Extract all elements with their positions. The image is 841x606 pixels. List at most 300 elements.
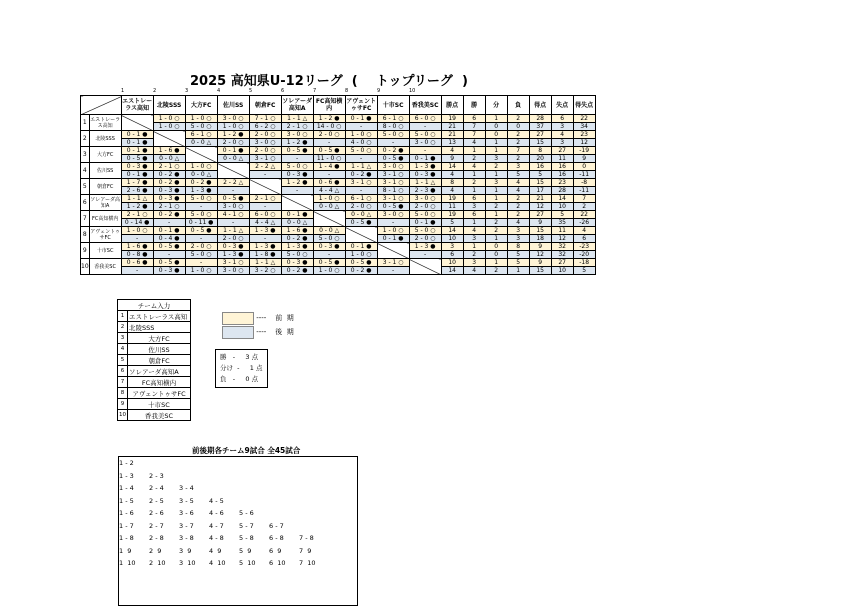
stat-value: 3 [463, 235, 485, 243]
match-result: 0 - 3 ● [281, 171, 313, 179]
match-result: 3 - 0 ○ [377, 211, 409, 219]
schedule-pair: 1 10 [119, 559, 136, 567]
team-header: 北陵SSS [153, 96, 185, 115]
match-result: 1 - 8 ● [249, 251, 281, 259]
match-result: 5 - 0 ○ [281, 251, 313, 259]
stat-value: 23 [573, 131, 595, 139]
match-result: 2 - 0 ○ [345, 203, 377, 211]
schedule-pair: 5 10 [239, 559, 256, 567]
match-result: 2 - 2 △ [249, 163, 281, 171]
stat-value: 4 [463, 267, 485, 275]
match-result: 3 - 1 ○ [377, 171, 409, 179]
team-list-item: 佐川SS [128, 344, 191, 355]
match-result: 3 - 1 ○ [377, 179, 409, 187]
self-match-cell [249, 179, 281, 195]
self-match-cell [313, 211, 345, 227]
schedule-pair: 1 - 8 [119, 534, 134, 542]
match-result: 6 - 1 ○ [345, 195, 377, 203]
match-result: 0 - 1 ● [345, 243, 377, 251]
match-result: 2 - 1 ○ [249, 195, 281, 203]
match-result: 6 - 0 ○ [409, 115, 441, 123]
match-result: 1 - 0 ○ [345, 251, 377, 259]
stat-value: 0 [485, 243, 507, 251]
schedule-pair: 4 - 5 [209, 496, 224, 505]
stat-value: 8 [529, 147, 551, 155]
match-result: 1 - 6 ● [281, 227, 313, 235]
match-result: 2 - 0 ○ [409, 203, 441, 211]
stat-value: 11 [551, 227, 573, 235]
team-list-item: 香我美SC [128, 410, 191, 421]
match-result: - [377, 139, 409, 147]
match-result: 0 - 0 △ [153, 155, 185, 163]
match-result: 1 - 1 △ [281, 115, 313, 123]
match-result: 1 - 6 ● [121, 243, 153, 251]
stat-value: 12 [573, 139, 595, 147]
team-list-number: 9 [118, 399, 128, 410]
schedule-row [119, 557, 357, 570]
match-result: 0 - 5 ● [153, 259, 185, 267]
team-header: 大方FC [185, 96, 217, 115]
match-result: 0 - 2 ● [153, 171, 185, 179]
stat-value: 15 [529, 267, 551, 275]
stat-value: 27 [529, 211, 551, 219]
stat-header: 得点 [529, 96, 551, 115]
self-match-cell [281, 195, 313, 211]
schedule-pair: 2 - 5 [149, 496, 164, 505]
stat-value: 14 [441, 267, 463, 275]
match-result: 3 - 0 ○ [409, 139, 441, 147]
schedule-pair: 5 - 6 [239, 509, 254, 517]
match-result: 2 - 1 ○ [153, 203, 185, 211]
stat-value: 27 [551, 259, 573, 267]
match-result: 1 - 2 ● [281, 139, 313, 147]
match-result: 3 - 2 ○ [249, 267, 281, 275]
stat-header: 勝 [463, 96, 485, 115]
stat-value: 3 [507, 227, 529, 235]
match-result: - [281, 187, 313, 195]
row-number: 6 [81, 195, 90, 211]
schedule-row [119, 482, 357, 495]
schedule-pair: 4 - 8 [209, 534, 224, 542]
stat-value: 3 [507, 235, 529, 243]
stat-value: 11 [551, 155, 573, 163]
match-result: 8 - 0 ○ [377, 123, 409, 131]
schedule-pair: 5 - 8 [239, 534, 254, 542]
schedule-row [119, 545, 357, 558]
stat-value: 2 [485, 203, 507, 211]
stat-value: 0 [507, 123, 529, 131]
match-result: 0 - 5 ● [281, 147, 313, 155]
stat-value: 2 [463, 179, 485, 187]
match-result: 11 - 0 ○ [313, 155, 345, 163]
schedule-pair: 6 9 [269, 546, 282, 555]
stat-value: 19 [441, 211, 463, 219]
stat-value: 6 [463, 195, 485, 203]
match-result: 0 - 5 ● [377, 155, 409, 163]
match-result: 1 - 4 ● [313, 163, 345, 171]
team-header: FC高知横内 [313, 96, 345, 115]
stat-value: 35 [551, 219, 573, 227]
stat-value: 1 [507, 267, 529, 275]
match-result: 1 - 3 ● [217, 251, 249, 259]
match-result: 0 - 3 ● [153, 195, 185, 203]
match-result: 1 - 2 ● [121, 203, 153, 211]
schedule-pair: 3 - 7 [179, 521, 194, 530]
match-result: 1 - 0 ○ [185, 163, 217, 171]
schedule-pair: 6 10 [269, 559, 286, 567]
stat-value: 2 [485, 219, 507, 227]
stat-value: 10 [441, 235, 463, 243]
schedule-pair: 1 9 [119, 546, 132, 555]
row-team-name: 北陵SSS [89, 131, 121, 147]
stat-value: 3 [485, 155, 507, 163]
self-match-cell [409, 259, 441, 275]
match-result: - [313, 251, 345, 259]
match-result: 5 - 0 ○ [281, 163, 313, 171]
schedule-pair: 2 - 6 [149, 509, 164, 517]
stat-value: 3 [463, 203, 485, 211]
match-result: - [345, 155, 377, 163]
row-number: 3 [81, 147, 90, 163]
schedule-row [119, 507, 357, 520]
schedule-row [119, 520, 357, 533]
stat-value: 9 [529, 259, 551, 267]
match-result: - [409, 147, 441, 155]
team-list-header: チーム入力 [118, 300, 191, 311]
team-list-number: 2 [118, 322, 128, 333]
points-win: 勝 - 3 点 [220, 353, 259, 361]
match-result: 2 - 0 ○ [409, 235, 441, 243]
first-period-swatch [222, 312, 254, 325]
schedule-pair: 1 - 6 [119, 509, 134, 517]
match-result: 0 - 2 ● [153, 211, 185, 219]
match-result: 0 - 0 △ [313, 203, 345, 211]
match-result: 0 - 5 ● [313, 147, 345, 155]
stat-value: 7 [463, 131, 485, 139]
match-result: 0 - 2 ● [377, 147, 409, 155]
match-result: 3 - 0 ○ [377, 163, 409, 171]
match-result: 1 - 2 ● [313, 115, 345, 123]
row-team-name: 大方FC [89, 147, 121, 163]
stat-value: 2 [507, 203, 529, 211]
match-result: - [153, 251, 185, 259]
row-number: 5 [81, 179, 90, 195]
stat-value: 0 [485, 123, 507, 131]
schedule-pair: 2 - 7 [149, 521, 164, 530]
column-number: 5 [249, 88, 253, 94]
match-result: - [185, 259, 217, 267]
stat-value: 23 [551, 179, 573, 187]
match-result: 0 - 2 ● [185, 179, 217, 187]
stat-value: 1 [485, 235, 507, 243]
second-period-swatch [222, 326, 254, 339]
match-result: 0 - 0 △ [281, 219, 313, 227]
stat-value: 10 [551, 267, 573, 275]
stat-value: 3 [485, 179, 507, 187]
match-result: 0 - 6 ● [121, 259, 153, 267]
team-list-number: 10 [118, 410, 128, 421]
schedule-row [119, 470, 357, 483]
schedule-pair: 3 - 8 [179, 534, 194, 542]
team-header: 朝倉FC [249, 96, 281, 115]
stat-value: 2 [463, 251, 485, 259]
match-result: 0 - 5 ● [185, 227, 217, 235]
match-result: 3 - 0 ○ [217, 115, 249, 123]
stat-value: 1 [485, 147, 507, 155]
stat-value: 37 [529, 123, 551, 131]
team-list-number: 6 [118, 366, 128, 377]
match-result: 1 - 7 ● [121, 179, 153, 187]
stat-value: 1 [485, 171, 507, 179]
team-list-number: 1 [118, 311, 128, 322]
match-result: 1 - 0 ○ [153, 115, 185, 123]
stat-value: 1 [485, 259, 507, 267]
schedule-pair: 4 10 [209, 559, 226, 567]
team-list-item: FC高知横内 [128, 377, 191, 388]
match-result: 6 - 1 ○ [185, 131, 217, 139]
stat-value: -26 [573, 219, 595, 227]
match-result: 1 - 3 ● [185, 187, 217, 195]
schedule-pair: 4 - 6 [209, 509, 224, 517]
stat-value: 1 [485, 195, 507, 203]
stat-value: 4 [463, 227, 485, 235]
stat-value: 14 [441, 163, 463, 171]
match-result: 3 - 0 ○ [217, 267, 249, 275]
match-result: - [249, 235, 281, 243]
match-result: 1 - 3 ● [249, 243, 281, 251]
stat-value: 2 [507, 195, 529, 203]
match-result: - [121, 267, 153, 275]
match-result: 1 - 2 ● [281, 179, 313, 187]
stat-value: 5 [441, 219, 463, 227]
stat-value: 2 [507, 139, 529, 147]
column-number: 3 [185, 88, 189, 94]
first-period-label: ---- 前 期 [256, 314, 294, 322]
match-result: 1 - 0 ○ [345, 131, 377, 139]
match-result: 4 - 4 △ [249, 219, 281, 227]
stat-value: 32 [551, 243, 573, 251]
match-result: 0 - 5 ● [153, 243, 185, 251]
match-result: 5 - 0 ○ [409, 211, 441, 219]
stat-value: 15 [529, 139, 551, 147]
stat-value: 1 [485, 115, 507, 123]
stat-value: 10 [551, 203, 573, 211]
stat-value: 17 [529, 187, 551, 195]
stat-value: 16 [529, 163, 551, 171]
match-result: 4 - 4 △ [313, 187, 345, 195]
column-number: 6 [281, 88, 285, 94]
stat-value: 1 [485, 187, 507, 195]
match-result: 0 - 0 △ [217, 155, 249, 163]
stat-value: 6 [463, 211, 485, 219]
match-result: 0 - 5 ● [345, 219, 377, 227]
row-number: 1 [81, 115, 90, 131]
match-result: 0 - 1 ● [121, 131, 153, 139]
stat-value: 16 [551, 163, 573, 171]
row-number: 7 [81, 211, 90, 227]
match-result: 3 - 0 ○ [409, 195, 441, 203]
schedule-pair: 3 10 [179, 559, 196, 567]
match-result: 0 - 2 ● [345, 267, 377, 275]
stat-value: 9 [529, 243, 551, 251]
stat-value: 4 [507, 179, 529, 187]
stat-value: 3 [551, 139, 573, 147]
match-result: 3 - 1 ○ [377, 259, 409, 267]
match-result: 2 - 1 ○ [281, 123, 313, 131]
schedule-pair: 7 10 [299, 559, 316, 567]
stat-value: 19 [441, 115, 463, 123]
team-list-number: 7 [118, 377, 128, 388]
stat-value: 15 [529, 227, 551, 235]
match-result: 5 - 0 ○ [409, 131, 441, 139]
column-number: 10 [409, 88, 416, 94]
schedule-title: 前後期各チーム9試合 全45試合 [192, 446, 301, 455]
points-loss: 負 - 0 点 [220, 375, 259, 383]
schedule-pair: 6 - 8 [269, 534, 284, 542]
match-result: 1 - 1 △ [345, 163, 377, 171]
schedule-pair: 1 - 5 [119, 496, 134, 505]
stat-value: 0 [485, 131, 507, 139]
schedule-pair: 2 10 [149, 559, 166, 567]
stat-value: 9 [529, 219, 551, 227]
schedule-pair: 3 9 [179, 546, 192, 555]
schedule-pair: 3 - 4 [179, 484, 194, 492]
match-result: 0 - 0 △ [185, 139, 217, 147]
row-number: 8 [81, 227, 90, 243]
match-result: 2 - 1 ○ [121, 211, 153, 219]
schedule-pair: 4 - 7 [209, 521, 224, 530]
stat-value: 6 [463, 115, 485, 123]
stat-value: 32 [551, 251, 573, 259]
schedule-row [119, 495, 357, 508]
stat-value: 1 [463, 171, 485, 179]
stat-value: 4 [441, 147, 463, 155]
column-number: 2 [153, 88, 157, 94]
match-result: 0 - 3 ● [217, 243, 249, 251]
stat-value: 4 [507, 187, 529, 195]
schedule-pair: 2 - 3 [149, 471, 164, 480]
standings-table [80, 95, 596, 275]
stat-value: 8 [507, 243, 529, 251]
match-result: 5 - 0 ○ [185, 251, 217, 259]
stat-value: 4 [441, 187, 463, 195]
match-result: 0 - 1 ● [409, 155, 441, 163]
match-result: 0 - 3 ● [313, 243, 345, 251]
stat-value: 2 [463, 155, 485, 163]
stat-value: 14 [551, 195, 573, 203]
stat-value: 34 [573, 123, 595, 131]
match-result: 3 - 0 ○ [249, 139, 281, 147]
match-result: 0 - 5 ● [377, 203, 409, 211]
match-result: 0 - 1 ● [153, 227, 185, 235]
stat-value: 12 [551, 235, 573, 243]
match-result: 0 - 5 ● [217, 195, 249, 203]
match-result: 14 - 0 ○ [313, 123, 345, 131]
match-result: 2 - 3 ● [409, 187, 441, 195]
match-result: 1 - 0 ○ [217, 123, 249, 131]
match-result: 0 - 1 ● [217, 147, 249, 155]
row-team-name: 佐川SS [89, 163, 121, 179]
schedule-pair: 3 - 6 [179, 509, 194, 517]
corner-cell [81, 96, 122, 115]
match-result: 1 - 0 ○ [153, 123, 185, 131]
match-result: 1 - 1 △ [121, 195, 153, 203]
points-draw: 分け - 1 点 [220, 364, 263, 372]
stat-value: -11 [573, 187, 595, 195]
match-result: 2 - 0 ○ [185, 243, 217, 251]
match-result: 1 - 6 ● [153, 147, 185, 155]
match-result: 1 - 1 △ [409, 179, 441, 187]
match-result: 0 - 1 ● [409, 219, 441, 227]
stat-value: 6 [573, 235, 595, 243]
stat-value: 2 [485, 227, 507, 235]
stat-value: 13 [441, 139, 463, 147]
second-period-label: ---- 後 期 [256, 328, 294, 336]
match-result: 3 - 0 ○ [281, 131, 313, 139]
schedule-pair: 1 - 2 [119, 459, 134, 467]
stat-value: 16 [551, 171, 573, 179]
match-result: 5 - 0 ○ [185, 195, 217, 203]
column-number: 9 [377, 88, 381, 94]
match-result: 2 - 0 ○ [249, 131, 281, 139]
stat-value: 3 [507, 163, 529, 171]
schedule-pair: 5 - 7 [239, 521, 254, 530]
schedule-pair: 6 - 7 [269, 521, 284, 530]
match-result: 2 - 0 ○ [217, 235, 249, 243]
stat-value: 7 [507, 147, 529, 155]
stat-value: 6 [441, 251, 463, 259]
match-result: 2 - 1 ○ [153, 163, 185, 171]
match-result: 1 - 0 ○ [313, 267, 345, 275]
stat-value: 14 [441, 227, 463, 235]
match-result: 1 - 2 ● [217, 131, 249, 139]
match-result: 5 - 0 ○ [377, 131, 409, 139]
team-list-item: アヴェントゥサFC [128, 388, 191, 399]
team-header: アヴェントゥサFC [345, 96, 377, 115]
column-number: 7 [313, 88, 317, 94]
match-result: 0 - 1 ● [377, 235, 409, 243]
self-match-cell [377, 243, 409, 259]
stat-value: 5 [507, 171, 529, 179]
row-number: 10 [81, 259, 90, 275]
stat-value: 0 [573, 163, 595, 171]
team-header: ソレアーダ高知A [281, 96, 313, 115]
match-result: - [313, 171, 345, 179]
schedule-row [119, 457, 357, 470]
match-result: 0 - 2 ● [281, 235, 313, 243]
stat-value: 6 [551, 115, 573, 123]
stat-value: 2 [507, 155, 529, 163]
self-match-cell [153, 131, 185, 147]
stat-value: 28 [551, 187, 573, 195]
match-result: - [217, 187, 249, 195]
match-result: - [249, 171, 281, 179]
stat-header: 負 [507, 96, 529, 115]
row-team-name: 香我美SC [89, 259, 121, 275]
schedule-pair: 2 - 8 [149, 534, 164, 542]
match-schedule [118, 456, 358, 606]
match-result: 0 - 4 ● [153, 235, 185, 243]
schedule-pair: 7 - 8 [299, 534, 314, 542]
self-match-cell [185, 147, 217, 163]
team-list-item: 十市SC [128, 399, 191, 410]
match-result: 0 - 2 ● [281, 267, 313, 275]
team-input-list [117, 299, 191, 421]
schedule-pair: 4 9 [209, 546, 222, 555]
team-list-number: 4 [118, 344, 128, 355]
team-list-item: エストレーラス高知 [128, 311, 191, 322]
stat-value: 4 [573, 227, 595, 235]
